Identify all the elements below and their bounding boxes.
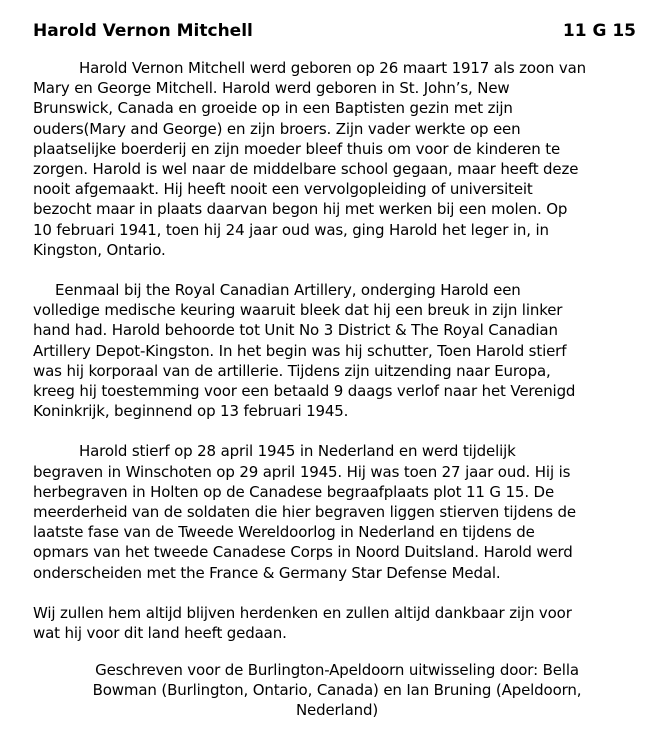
text-line: bezocht maar in plaats daarvan begon hij met werken bij een molen. Op [33, 200, 568, 219]
text-line: herbegraven in Holten op de Canadese begraafplaats plot 11 G 15. De [33, 482, 555, 501]
paragraph-birth-and-early-life [33, 58, 641, 260]
grave-plot-number: 11 G 15 [562, 21, 636, 41]
biography-body [33, 58, 641, 663]
soldier-name-heading: Harold Vernon Mitchell [33, 21, 253, 41]
footer-line: Bowman (Burlington, Ontario, Canada) en Ian Bruning (Apeldoorn, [92, 681, 582, 700]
text-line: nooit afgemaakt. Hij heeft nooit een vervolgopleiding of universiteit [33, 180, 533, 199]
text-line: Mary en George Mitchell. Harold werd geboren in St. John’s, New [33, 79, 510, 98]
text-line: Brunswick, Canada en groeide op in een Baptisten gezin met zijn [33, 99, 513, 118]
authorship-footer [33, 660, 641, 721]
text-line: hand had. Harold behoorde tot Unit No 3 District & The Royal Canadian [33, 321, 558, 340]
text-line: Harold Vernon Mitchell werd geboren op 26 maart 1917 als zoon van [79, 59, 587, 77]
text-line: kreeg hij toestemming voor een betaald 9 daags verlof naar het Verenigd [33, 382, 576, 401]
text-line: Kingston, Ontario. [33, 240, 166, 259]
text-line: Eenmaal bij the Royal Canadian Artillery, onderging Harold een [55, 281, 521, 300]
text-line: laatste fase van de Tweede Wereldoorlog in Nederland en tijdens de [33, 523, 535, 542]
text-line: Wij zullen hem altijd blijven herdenken en zullen altijd dankbaar zijn voor [33, 603, 572, 622]
text-line: Artillery Depot-Kingston. In het begin was hij schutter, Toen Harold stierf [33, 341, 567, 360]
text-line: Harold stierf op 28 april 1945 in Nederland en werd tijdelijk [79, 442, 516, 461]
text-line: meerderheid van de soldaten die hier begraven liggen stierven tijdens de [33, 503, 576, 522]
text-line: ouders(Mary and George) en zijn broers. Zijn vader werkte op een [33, 119, 521, 138]
text-line: wat hij voor dit land heeft gedaan. [33, 624, 287, 643]
text-line: Koninkrijk, beginnend op 13 februari 1945. [33, 402, 349, 421]
document-header [33, 18, 636, 44]
text-line: opmars van het tweede Canadese Corps in Noord Duitsland. Harold werd [33, 543, 573, 562]
text-line: plaatselijke boerderij en zijn moeder bleef thuis om voor de kinderen te [33, 139, 561, 158]
paragraph-death-and-burial [33, 441, 641, 582]
text-line: begraven in Winschoten op 29 april 1945. Hij was toen 27 jaar oud. Hij is [33, 462, 571, 481]
footer-line: Geschreven voor de Burlington-Apeldoorn uitwisseling door: Bella [95, 661, 579, 679]
text-line: zorgen. Harold is wel naar de middelbare school gegaan, maar heeft deze [33, 160, 579, 179]
paragraph-military-service [33, 280, 641, 421]
text-line: volledige medische keuring waaruit bleek dat hij een breuk in zijn linker [33, 301, 563, 320]
text-line: 10 februari 1941, toen hij 24 jaar oud was, ging Harold het leger in, in [33, 220, 549, 239]
paragraph-remembrance [33, 603, 641, 643]
text-line: was hij korporaal van de artillerie. Tijdens zijn uitzending naar Europa, [33, 361, 551, 380]
footer-line: Nederland) [295, 701, 379, 720]
text-line: onderscheiden met the France & Germany Star Defense Medal. [33, 563, 501, 582]
